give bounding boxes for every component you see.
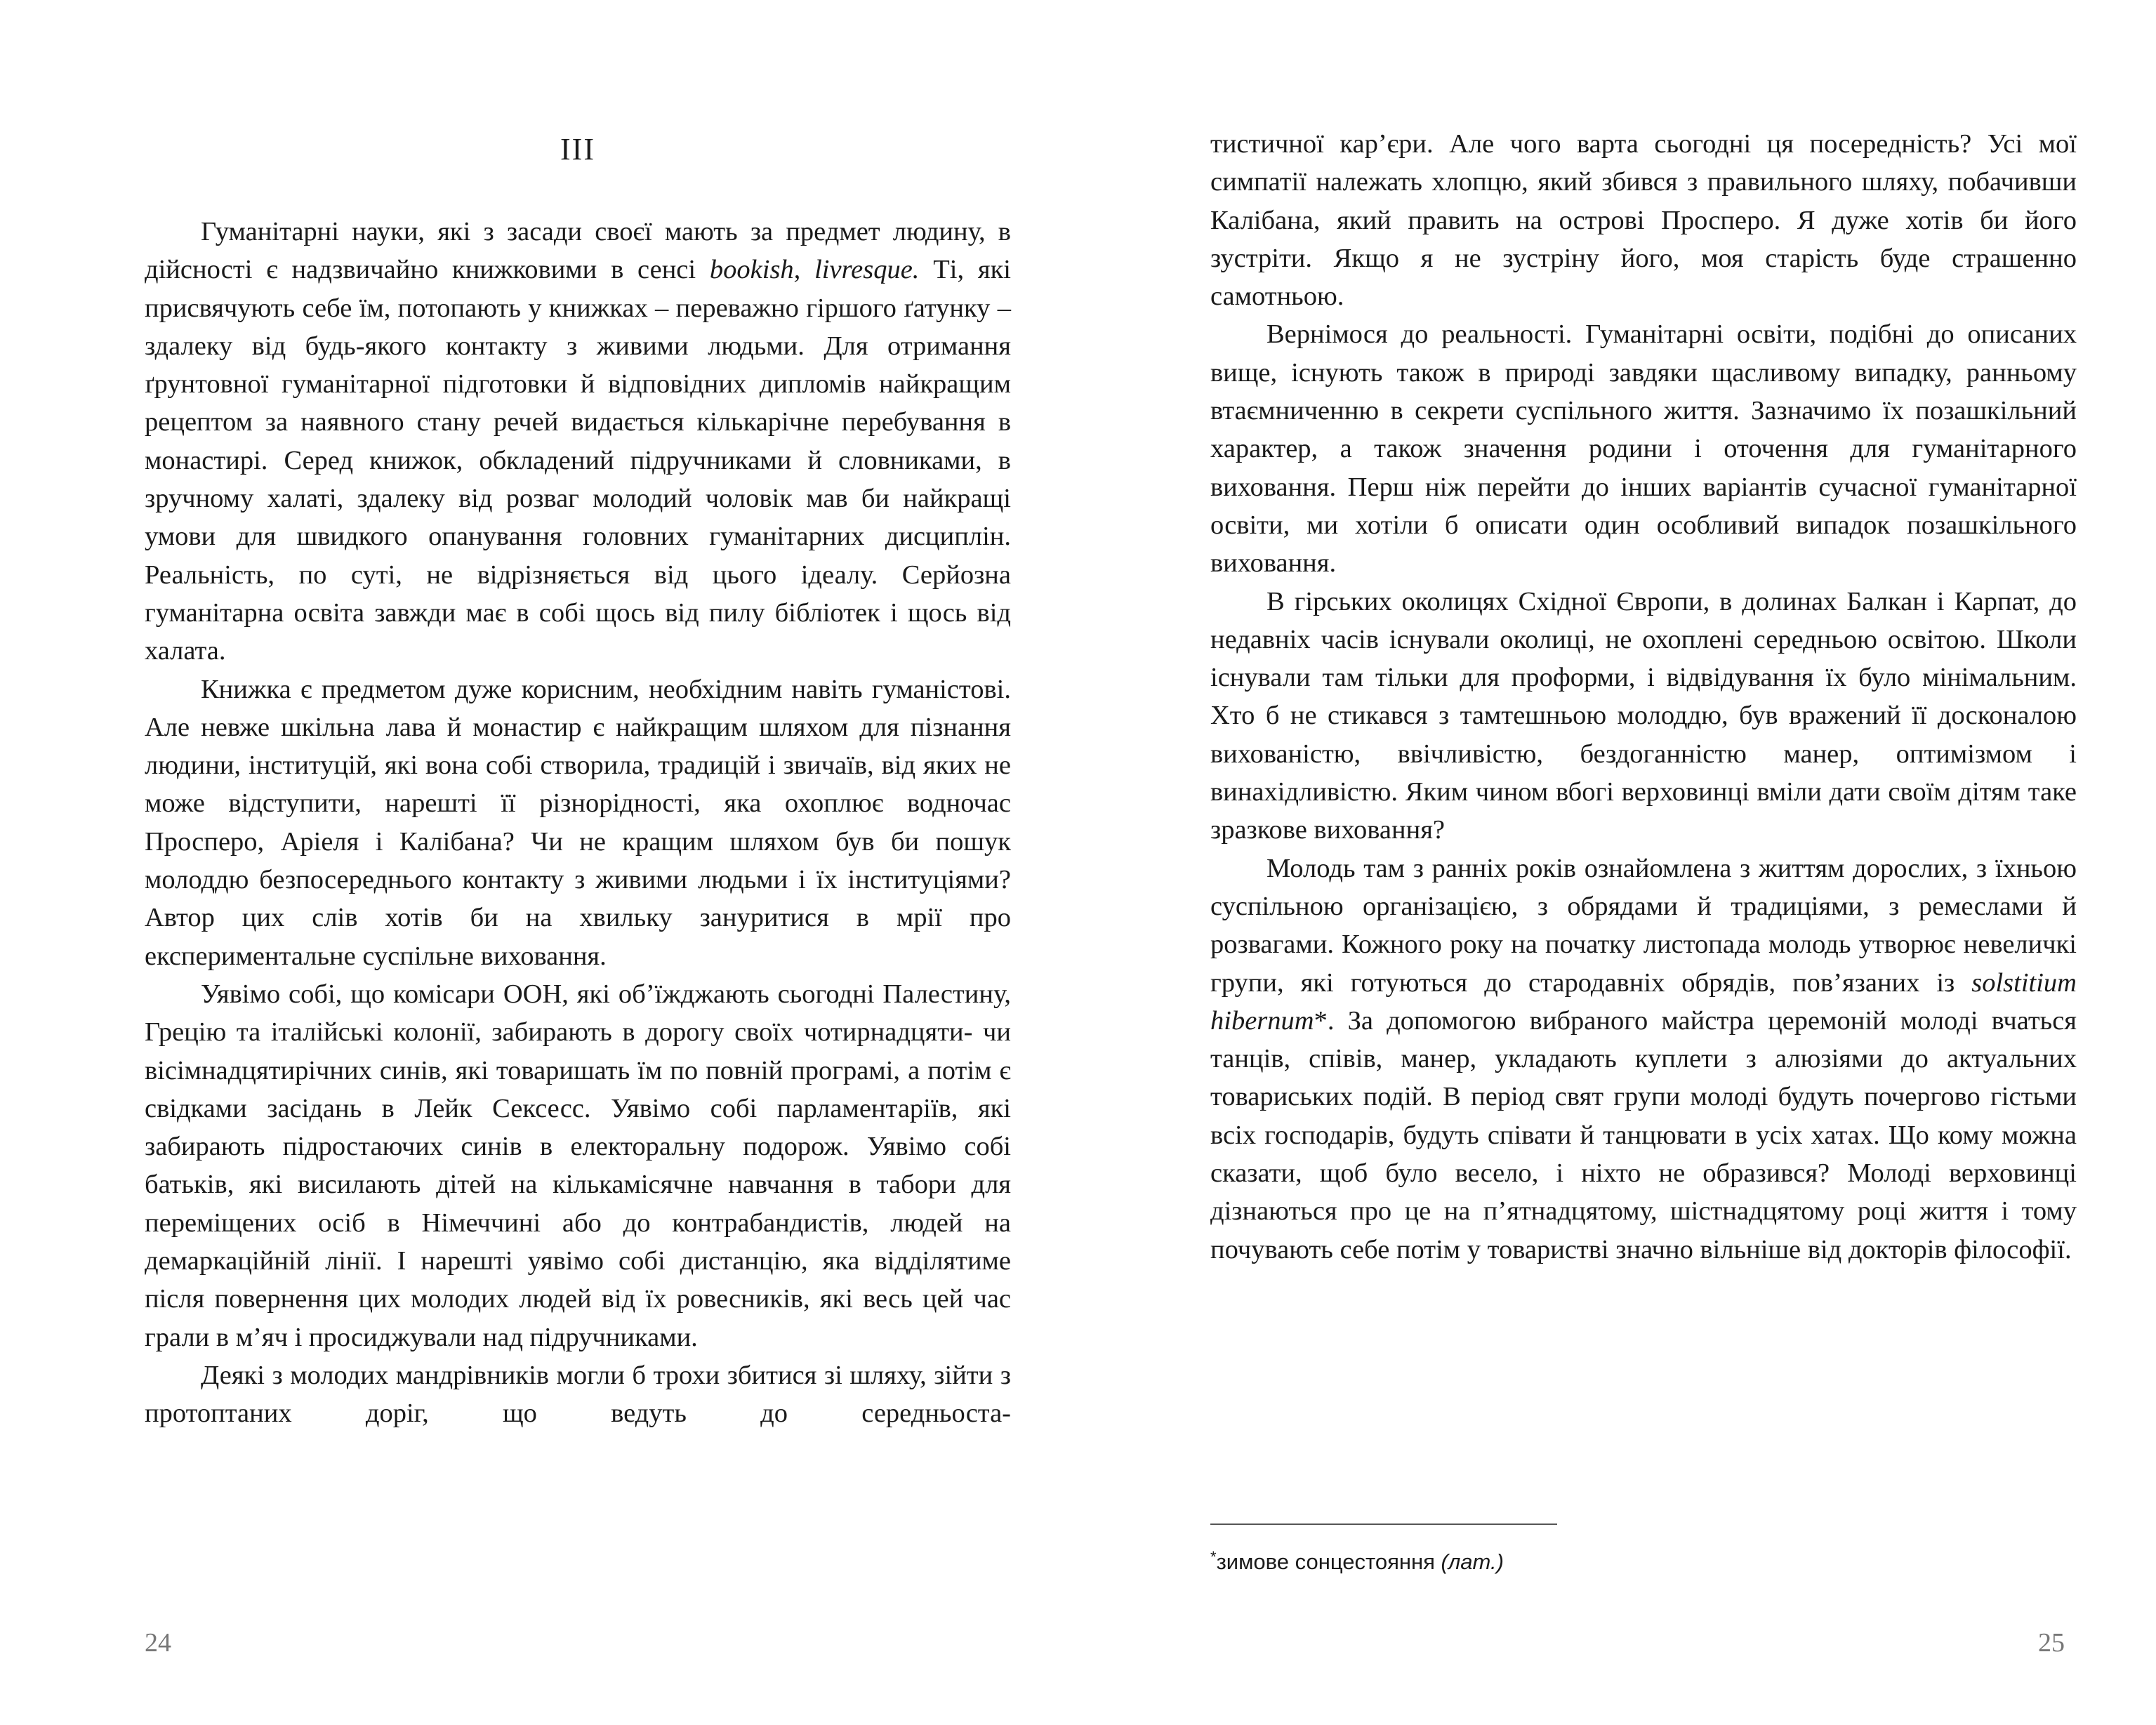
paragraph: Книжка є предметом дуже корисним, необхідним навіть гуманістові. Але невже шкільна лава й монастир є найкращим шляхом для пізнання людини, інституцій, які вона собі створила, традицій і звичаїв, від яких не може відступити, нарешті її різнорідності, яка охоплює водночас Просперо, Аріеля і Калібана? Чи не кращим шляхом був би пошук молоддю безпосереднього контакту з живими людьми і їх інституціями? Автор цих слів хотів би на хвильку зануритися в мрії про експериментальне суспільне виховання. bbox=[145, 674, 1011, 971]
footnote-marker: * bbox=[1210, 1548, 1217, 1566]
footnote-italic: (лат.) bbox=[1441, 1549, 1504, 1574]
paragraph: тистичної кар’єри. Але чого варта сьогодні ця посередність? Усі мої симпатії належать хлопцю, який збився з правильного шляху, побачивши Калібана, який править на острові Просперо. Я дуже хотів би його зустріти. Якщо я не зустріну його, моя старість буде страшенно самотньою. bbox=[1210, 129, 2077, 312]
footnote-text: зимове сонцестояння bbox=[1216, 1549, 1441, 1574]
right-text-block bbox=[1210, 125, 2077, 1269]
paragraph: Деякі з молодих мандрівників могли б трохи збитися зі шляху, зійти з протоптаних доріг, що ведуть до середньоста- bbox=[145, 1360, 1011, 1429]
footnote bbox=[1210, 1543, 1504, 1576]
page-number: 25 bbox=[2038, 1628, 2065, 1658]
footnote-divider bbox=[1210, 1524, 1557, 1525]
paragraph: В гірських околицях Східної Європи, в долинах Балкан і Карпат, до недавніх часів існували околиці, не охоплені середньою освітою. Школи існували там тільки для проформи, і відвідування їх було мінімальним. Хто б не стикався з тамтешньою молоддю, був вражений її досконалою вихованістю, ввічливістю, бездоганністю манер, оптимізмом і винахідливістю. Яким чином вбогі верховинці вміли дати своїм дітям таке зразкове виховання? bbox=[1210, 586, 2077, 845]
paragraph: Вернімося до реальності. Гуманітарні освіти, подібні до описаних вище, існують також в природі завдяки щасливому випадку, ранньому втаємниченню в секрети суспільного життя. Зазначимо їх позашкільний характер, а також значення родини і оточення для гуманітарного виховання. Перш ніж перейти до інших варіантів сучасної гуманітарної освіти, ми хотіли б описати один особливий випадок позашкільного виховання. bbox=[1210, 319, 2077, 579]
italic-phrase: bookish, livresque. bbox=[709, 255, 920, 285]
paragraph: Гуманітарні науки, які з засади своєї мають за предмет людину, в дійсності є надзвичайно книжковими в сенсі bookish, livresque. Ті, які присвячують себе їм, потопають у книжках – переважно гіршого ґатунку – здалеку від будь-якого контакту з живими людьми. Для отримання ґрунтовної гуманітарної підготовки й відповідних дипломів найкращим рецептом за наявного стану речей видається кількарічне перебування в монастирі. Серед книжок, обкладений підручниками й словниками, в зручному халаті, здалеку від розваг молодий чоловік мав би найкращі умови для швидкого опанування головних гуманітарних дисциплін. Реальність, по суті, не відрізняється від цього ідеалу. Серйозна гуманітарна освіта завжди має в собі щось від пилу бібліотек і щось від халата. bbox=[145, 217, 1012, 666]
right-page bbox=[1078, 0, 2155, 1725]
paragraph: Молодь там з ранніх років ознайомлена з життям дорослих, з їхньою суспільною організацією, з обрядами й традиціями, з ремеслами й розвагами. Кожного року на початку листопада молодь утворює невеличкі групи, які готуються до стародавніх обрядів, пов’язаних із solstitium hibernum*. За допомогою вибраного майстра церемоній молоді вчаться танців, співів, манер, укладають куплети з алюзіями до актуальних товариських подій. В період свят групи молоді будуть почергово гістьми всіх господарів, будуть співати й танцювати в усіх хатах. Що кому можна сказати, щоб було весело, і ніхто не образився? Молоді верховинці дізнаються про це на п’ятнадцятому, шістнадцятому році життя і тому почувають себе потім у товаристві значно вільніше від докторів філософії. bbox=[1210, 853, 2077, 1264]
page-number: 24 bbox=[145, 1628, 171, 1658]
italic-phrase: solstitium hibernum bbox=[1210, 967, 2077, 1036]
chapter-title: III bbox=[560, 132, 595, 166]
left-text-block bbox=[145, 213, 1011, 1433]
paragraph: Уявімо собі, що комісари ООН, які об’їжджають сьогодні Палестину, Грецію та італійські колонії, забирають в дорогу своїх чотирнадцяти- чи вісімнадцятирічних синів, які товаришать їм по повній програмі, а потім є свідками засідань в Лейк Сексесс. Уявімо собі парламентаріїв, які забирають підростаючих синів в електоральну подорож. Уявімо собі батьків, які висилають дітей на кількамісячне навчання в табори для переміщених осіб в Німеччині або до контрабандистів, людей на демаркаційній лінії. І нарешті уявімо собі дистанцію, яка відділятиме після повернення цих молодих людей від їх ровесників, які весь цей час грали в м’яч і просиджували над підручниками. bbox=[145, 979, 1011, 1352]
